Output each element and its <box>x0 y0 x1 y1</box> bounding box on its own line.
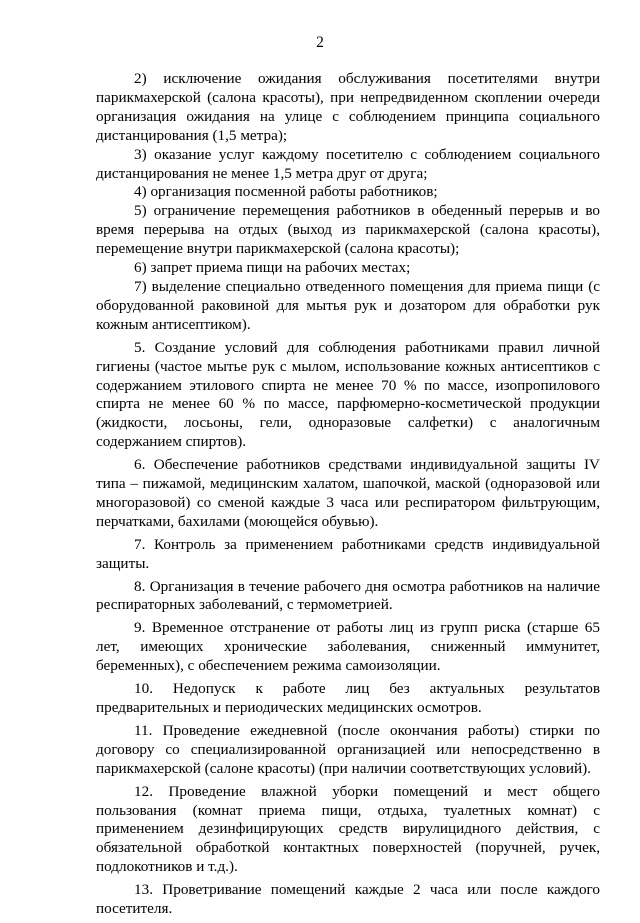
paragraph-item-6: 6) запрет приема пищи на рабочих местах; <box>134 259 411 277</box>
paragraph-section-12: 12. Проведение влажной уборки помещений и мест общего пользования (комнат приема пищи, отдыха, туалетных комнат) с применением дезинфицирующих средств вирулицидного действия, с обязательной обработкой контактных поверхностей (поручней, ручек, подлокотников и т.д.). <box>96 782 600 876</box>
paragraph-item-5: 5) ограничение перемещения работников в обеденный перерыв и во время перерыва на отдых (выход из парикмахерской (салона красоты), перемещение внутри парикмахерской (салона красоты); <box>96 202 600 258</box>
paragraph-section-11: 11. Проведение ежедневной (после окончания работы) стирки по договору со специализированной организацией или непосредственно в парикмахерской (салоне красоты) (при наличии соответствующих условий). <box>96 721 600 777</box>
paragraph-section-10: 10. Недопуск к работе лиц без актуальных результатов предварительных и периодических медицинских осмотров. <box>96 680 600 716</box>
document-body <box>96 70 600 923</box>
paragraph-item-4: 4) организация посменной работы работников; <box>134 183 438 201</box>
paragraph-item-2: 2) исключение ожидания обслуживания посетителями внутри парикмахерской (салона красоты), при непредвиденном скоплении очереди организация ожидания на улице с соблюдением принципа социального дистанцирования (1,5 метра); <box>96 70 600 144</box>
paragraph-section-8: 8. Организация в течение рабочего дня осмотра работников на наличие респираторных заболеваний, с термометрией. <box>96 577 600 614</box>
paragraph-item-7: 7) выделение специально отведенного помещения для приема пищи (с оборудованной раковиной для мытья рук и дозатором для обработки рук кожным антисептиком). <box>96 277 600 333</box>
paragraph-section-13: 13. Проветривание помещений каждые 2 часа или после каждого посетителя. <box>96 881 600 918</box>
paragraph-item-3: 3) оказание услуг каждому посетителю с соблюдением социального дистанцирования не менее 1,5 метра друг от друга; <box>96 145 600 182</box>
paragraph-section-6: 6. Обеспечение работников средствами индивидуальной защиты IV типа – пижамой, медицинским халатом, шапочкой, маской (одноразовой или многоразовой) со сменой каждые 3 часа или респиратором фильтрующим, перчатками, бахилами (моющейся обувью). <box>96 456 600 530</box>
page-number: 2 <box>316 34 324 51</box>
paragraph-section-7: 7. Контроль за применением работниками средств индивидуальной защиты. <box>96 535 600 572</box>
paragraph-section-5: 5. Создание условий для соблюдения работниками правил личной гигиены (частое мытье рук с мылом, использование кожных антисептиков с содержанием этилового спирта не менее 70 % по массе, изопропилового спирта не менее 60 % по массе, парфюмерно-косметической продукции (жидкости, лосьоны, гели, одноразовые салфетки) с аналогичным содержанием спиртов). <box>96 338 600 451</box>
paragraph-section-9: 9. Временное отстранение от работы лиц из групп риска (старше 65 лет, имеющих хронические заболевания, сниженный иммунитет, беременных), с обеспечением режима самоизоляции. <box>96 619 600 675</box>
